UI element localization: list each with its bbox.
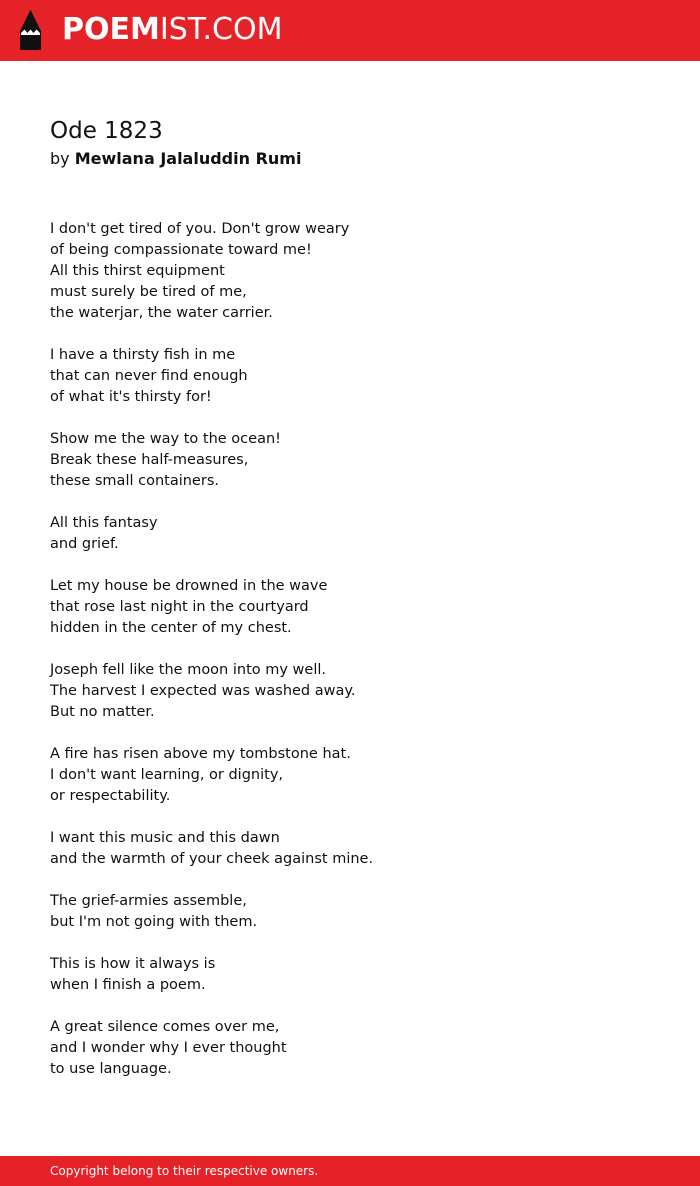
by-label: by: [50, 149, 70, 168]
poem-line: Joseph fell like the moon into my well.: [50, 662, 327, 678]
site-logo-text[interactable]: [62, 12, 282, 48]
poem-line: but I'm not going with them.: [50, 914, 258, 930]
poem-line: All this thirst equipment: [50, 263, 225, 279]
brand-light: IST.COM: [159, 12, 283, 47]
pencil-tip-icon[interactable]: [18, 9, 43, 51]
poem-line: must surely be tired of me,: [50, 284, 247, 300]
poem-line: A great silence comes over me,: [50, 1019, 280, 1035]
poem-title: Ode 1823: [50, 118, 163, 144]
poem-line: I don't want learning, or dignity,: [50, 767, 284, 783]
poem-line: hidden in the center of my chest.: [50, 620, 292, 636]
poem-line: that can never find enough: [50, 368, 248, 384]
header-bar: [0, 0, 700, 61]
poem-line: The harvest I expected was washed away.: [50, 683, 356, 699]
stanza: [50, 891, 650, 933]
stanza: [50, 660, 650, 723]
stanza: [50, 954, 650, 996]
poem-line: Show me the way to the ocean!: [50, 431, 281, 447]
poem-byline: [50, 148, 301, 170]
stanza: [50, 744, 650, 807]
stanza: [50, 828, 650, 870]
poem-line: to use language.: [50, 1061, 172, 1077]
author-name: Mewlana Jalaluddin Rumi: [74, 149, 302, 168]
copyright-text: Copyright belong to their respective owners.: [50, 1164, 319, 1178]
poem-line: I have a thirsty fish in me: [50, 347, 236, 363]
brand-strong: POEM: [62, 12, 160, 47]
poem-line: and I wonder why I ever thought: [50, 1040, 287, 1056]
poem-line: of being compassionate toward me!: [50, 242, 312, 258]
poem-line: Break these half-measures,: [50, 452, 249, 468]
poem-line: when I finish a poem.: [50, 977, 206, 993]
stanza: [50, 513, 650, 555]
poem-line: The grief-armies assemble,: [50, 893, 247, 909]
poem-line: or respectability.: [50, 788, 171, 804]
poem-line: these small containers.: [50, 473, 219, 489]
poem-line: and grief.: [50, 536, 119, 552]
poem-line: All this fantasy: [50, 515, 158, 531]
stanza: [50, 219, 650, 324]
poem-line: the waterjar, the water carrier.: [50, 305, 273, 321]
footer-bar: [0, 1156, 700, 1186]
stanza: [50, 1017, 650, 1080]
poem-body: [50, 219, 650, 1101]
poem-line: A fire has risen above my tombstone hat.: [50, 746, 351, 762]
poem-line: I want this music and this dawn: [50, 830, 280, 846]
stanza: [50, 345, 650, 408]
poem-line: But no matter.: [50, 704, 155, 720]
poem-line: Let my house be drowned in the wave: [50, 578, 328, 594]
poem-line: I don't get tired of you. Don't grow weary: [50, 221, 350, 237]
stanza: [50, 429, 650, 492]
poem-line: that rose last night in the courtyard: [50, 599, 309, 615]
poem-line: of what it's thirsty for!: [50, 389, 212, 405]
poem-line: and the warmth of your cheek against mine.: [50, 851, 374, 867]
stanza: [50, 576, 650, 639]
poem-line: This is how it always is: [50, 956, 216, 972]
